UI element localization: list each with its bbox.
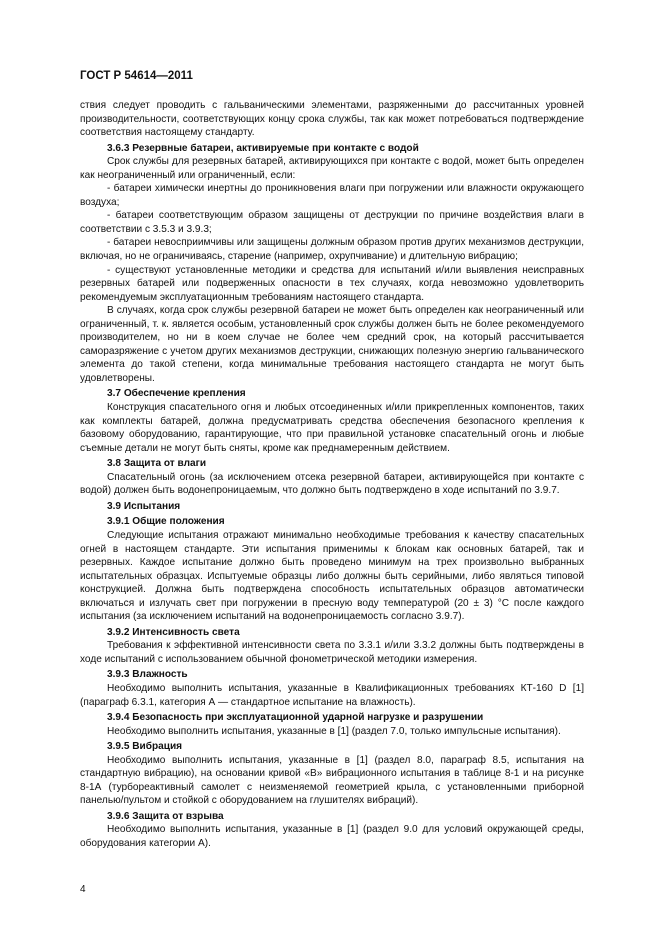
page-number: 4 [80, 884, 86, 895]
document-header: ГОСТ Р 54614—2011 [80, 70, 193, 82]
section-heading: 3.6.3 Резервные батареи, активируемые при контакте с водой [107, 142, 419, 154]
section-heading: 3.9.1 Общие положения [107, 516, 225, 528]
section-heading: 3.7 Обеспечение крепления [107, 388, 246, 400]
paragraph: - батареи невосприимчивы или защищены должным образом против других механизмов деструкции, включая, но не ограничиваясь, старение (например, охрупчивание) и длительную вибрацию; [80, 237, 584, 263]
section-heading: 3.9.4 Безопасность при эксплуатационной ударной нагрузке и разрушении [107, 712, 484, 724]
paragraph: Следующие испытания отражают минимально необходимые требования к качеству спасательных огней в настоящем стандарте. Эти испытания применимы к блокам как основных батарей, так и резервных. Каждое испытание должно быть проведено минимум на трех произвольно выбранных испытательных образцах. Испытуемые образцы либо должны быть серийными, либо являться типовой конструкцией. Должна быть подтверждена способность испытательных образцов автоматически включаться и излучать свет при погружении в пресную воду температурой (20 ± 3) °С после каждого испытания (за исключением испытаний на водонепроницаемость согласно 3.9.7). [80, 529, 584, 623]
section-heading: 3.9.6 Защита от взрыва [107, 810, 224, 822]
paragraph: В случаях, когда срок службы резервной батареи не может быть определен как неограниченный или ограниченный, т. к. является особым, установленный срок службы должен быть не более рекомендуемого производителем, но ни в коем случае не более чем средний срок, на который рассчитывается саморазряжение с учетом других механизмов деструкции, снижающих полезную энергию гальванического элемента до такой степени, когда минимальные требования настоящего стандарта не могут быть удовлетворены. [80, 305, 584, 384]
document-body [80, 99, 584, 851]
paragraph: Необходимо выполнить испытания, указанные в [1] (раздел 8.0, параграф 8.5, испытания на стандартную вибрацию), на основании кривой «В» вибрационного испытания в таблице 8-1 и на рисунке 8-1А (турбореактивный самолет с неизменяемой геометрией крыла, с установленными приборной панелью/пультом и стойкой с оборудованием на глушителях вибраций). [80, 754, 584, 807]
paragraph: Необходимо выполнить испытания, указанные в [1] (раздел 7.0, только импульсные испытания). [107, 725, 561, 737]
paragraph: Конструкция спасательного огня и любых отсоединенных и/или прикрепленных компонентов, таких как комплекты батарей, должна предусматривать средства обеспечения безопасного крепления к базовому оборудованию, гарантирующие, что при правильной установке спасательный огонь и любые съемные детали не могут быть сняты, кроме как преднамеренным действием. [80, 402, 584, 454]
section-heading: 3.9.5 Вибрация [107, 741, 183, 753]
paragraph: Срок службы для резервных батарей, активирующихся при контакте с водой, может быть определен как неограниченный или ограниченный, если: [80, 156, 584, 181]
paragraph: - батареи соответствующим образом защищены от деструкции по причине воздействия влаги в соответствии с 3.5.3 и 3.9.3; [80, 210, 584, 235]
paragraph: - батареи химически инертны до проникновения влаги при погружении или влажности окружающего воздуха; [80, 183, 584, 208]
section-heading: 3.9.2 Интенсивность света [107, 626, 240, 638]
paragraph: Необходимо выполнить испытания, указанные в [1] (раздел 9.0 для условий окружающей среды, оборудования категории А). [80, 824, 584, 849]
section-heading: 3.9 Испытания [107, 500, 181, 512]
section-heading: 3.8 Защита от влаги [107, 458, 207, 470]
paragraph: Необходимо выполнить испытания, указанные в Квалификационных требованиях КТ-160 D [1] (параграф 6.3.1, категория А — стандартное испытание на влажность). [80, 682, 584, 708]
paragraph: - существуют установленные методики и средства для испытаний и/или выявления неисправных резервных батарей или подверженных опасности в тех случаях, когда невозможно удовлетворить рекомендуемым эксплуатационным требованиям настоящего стандарта. [80, 264, 584, 303]
paragraph: Требования к эффективной интенсивности света по 3.3.1 и/или 3.3.2 должны быть подтверждены в ходе испытаний с использованием обычной фонометрической методики измерения. [80, 640, 584, 665]
paragraph: Спасательный огонь (за исключением отсека резервной батареи, активирующейся при контакте с водой) должен быть водонепроницаемым, что должно быть подтверждено в ходе испытаний по 3.9.7. [80, 471, 584, 497]
paragraph: ствия следует проводить с гальваническими элементами, разряженными до рассчитанных уровней производительности, соответствующих концу срока службы, так как может потребоваться подтверждение соответствия настоящему стандарту. [80, 100, 584, 139]
section-heading: 3.9.3 Влажность [107, 669, 188, 681]
